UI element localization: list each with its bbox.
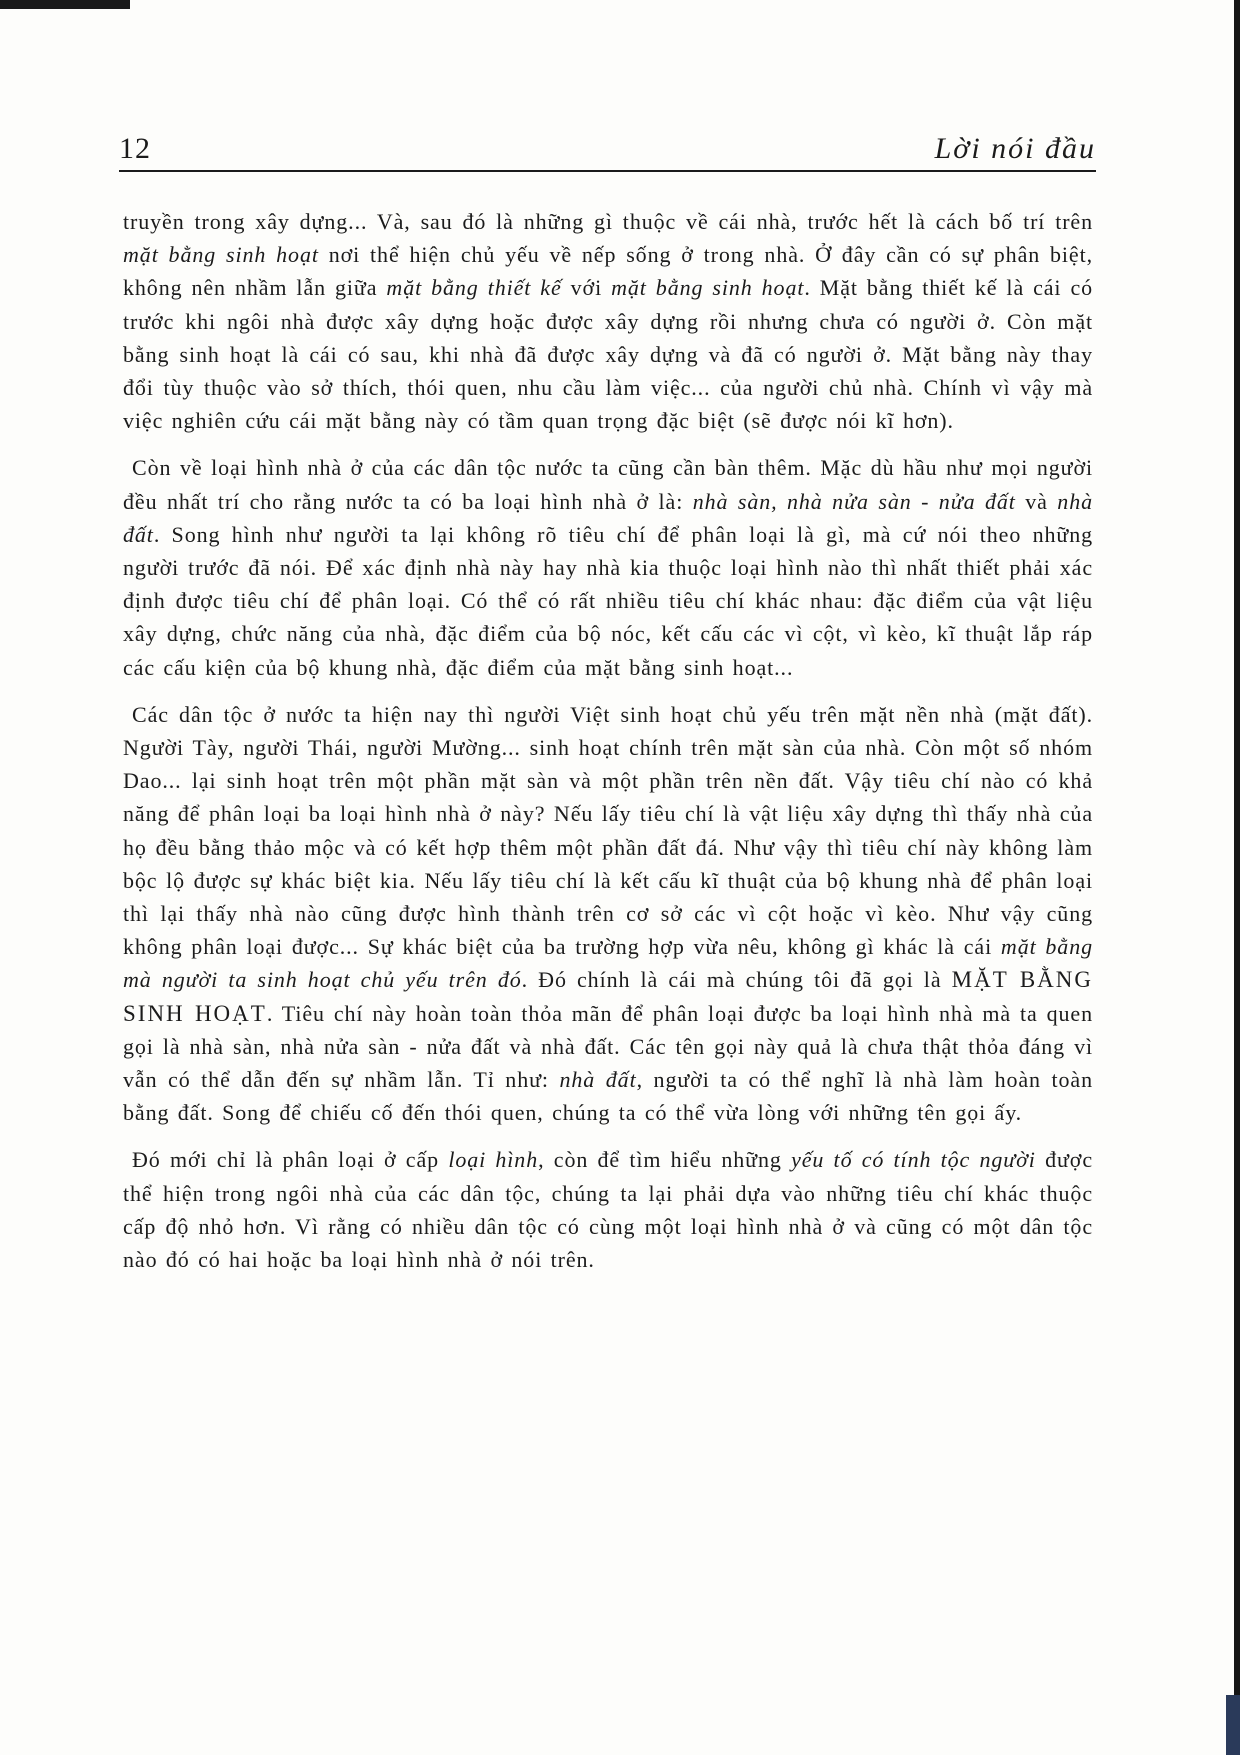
text-run: . Tiêu chí này hoàn toàn thỏa mãn để phân loại được ba loại hình nhà mà ta quen gọi là nhà sàn, nhà nửa sàn - nửa đất và nhà đất. Các tên gọi này quả là chưa thật thỏa đáng vì vẫn có thể dẫn đến sự nhầm lẫn. Tỉ như: xyxy=(123,1000,1093,1093)
body-text xyxy=(123,205,1093,1276)
text-run: truyền trong xây dựng... Và, sau đó là những gì thuộc về cái nhà, trước hết là cách bố trí trên xyxy=(123,209,1093,234)
italic-text: nhà đất xyxy=(559,1067,637,1093)
text-run: Còn về loại hình nhà ở của các dân tộc nước ta cũng cần bàn thêm. Mặc dù hầu như mọi người đều nhất trí cho rằng nước ta có ba loại hình nhà ở là: xyxy=(123,455,1093,514)
running-header xyxy=(119,128,1096,172)
text-run: với xyxy=(561,275,612,301)
italic-text: yếu tố có tính tộc người xyxy=(791,1147,1036,1173)
scan-edge-right xyxy=(1234,0,1240,1755)
text-run: nơi thể hiện chủ yếu về nếp sống ở trong nhà. Ở đây cần có sự phân biệt, không nên nhầm lẫn giữa xyxy=(123,242,1093,301)
italic-text: nhà sàn, nhà nửa sàn - nửa đất xyxy=(692,488,1016,514)
text-run: Các dân tộc ở nước ta hiện nay thì người Việt sinh hoạt chủ yếu trên mặt nền nhà (mặt đất). Người Tày, người Thái, người Mường... sinh hoạt chính trên mặt sàn của nhà. Còn một số nhóm Dao... lại sinh hoạt trên một phần mặt sàn và một phần trên nền đất. Vậy tiêu chí nào có khả năng để phân loại ba loại hình nhà ở này? Nếu lấy tiêu chí là vật liệu xây dựng thì thấy nhà của họ đều bằng thảo mộc và có kết hợp thêm một phần đất đá. Như vậy thì tiêu chí này không làm bộc lộ được sự khác biệt kia. Nếu lấy tiêu chí là kết cấu kĩ thuật của bộ khung nhà để phân loại thì lại thấy nhà nào cũng được hình thành trên cơ sở các vì cột hoặc vì kèo. Như vậy cũng không phân loại được... Sự khác biệt của ba trường hợp vừa nêu, không gì khác là cái xyxy=(123,701,1093,960)
page-number: 12 xyxy=(119,132,151,165)
chapter-title: Lời nói đầu xyxy=(934,132,1096,165)
emphasis-caps-text: MẶT BẰNG SINH HOẠT xyxy=(123,967,1094,1026)
text-run: được thể hiện trong ngôi nhà của các dân tộc, chúng ta lại phải dựa vào những tiêu chí khác thuộc cấp độ nhỏ hơn. Vì rằng có nhiều dân tộc có cùng một loại hình nhà ở và cũng có một dân tộc nào đó có hai hoặc ba loại hình nhà ở nói trên. xyxy=(123,1147,1094,1273)
paragraph xyxy=(123,205,1093,437)
italic-text: mặt bằng mà người ta sinh hoạt chủ yếu trên đó xyxy=(123,934,1094,993)
italic-text: mặt bằng thiết kế xyxy=(386,275,562,301)
text-run: . Song hình như người ta lại không rõ tiêu chí để phân loại là gì, mà cứ nói theo những người trước đã nói. Để xác định nhà này hay nhà kia thuộc loại hình nào thì nhất thiết phải xác định được tiêu chí để phân loại. Có thể có rất nhiều tiêu chí khác nhau: đặc điểm của vật liệu xây dựng, chức năng của nhà, đặc điểm của bộ nóc, kết cấu các vì cột, vì kèo, kĩ thuật lắp ráp các cấu kiện của bộ khung nhà, đặc điểm của mặt bằng sinh hoạt... xyxy=(123,521,1093,680)
text-run: , người ta có thể nghĩ là nhà làm hoàn toàn bằng đất. Song để chiếu cố đến thói quen, chúng ta có thể vừa lòng với những tên gọi ấy. xyxy=(123,1067,1093,1126)
italic-text: mặt bằng sinh hoạt xyxy=(123,242,319,268)
text-run: , còn để tìm hiểu những xyxy=(538,1147,792,1173)
italic-text: loại hình xyxy=(448,1147,539,1173)
italic-text: nhà đất xyxy=(123,488,1093,547)
paragraph xyxy=(123,451,1093,683)
text-run: . Đó chính là cái mà chúng tôi đã gọi là xyxy=(521,967,952,993)
header-rule xyxy=(119,170,1096,172)
text-run: và xyxy=(1015,488,1058,514)
paragraph xyxy=(123,1143,1093,1276)
scan-artifact-corner xyxy=(1226,1695,1240,1755)
text-run: . Mặt bằng thiết kế là cái có trước khi ngôi nhà được xây dựng hoặc được xây dựng rồi nhưng chưa có người ở. Còn mặt bằng sinh hoạt là cái có sau, khi nhà đã được xây dựng và đã có người ở. Mặt bằng này thay đổi tùy thuộc vào sở thích, thói quen, nhu cầu làm việc... của người chủ nhà. Chính vì vậy mà việc nghiên cứu cái mặt bằng này có tầm quan trọng đặc biệt (sẽ được nói kĩ hơn). xyxy=(123,275,1094,434)
paragraph xyxy=(123,698,1093,1130)
scan-artifact-top xyxy=(0,0,130,9)
text-run: Đó mới chỉ là phân loại ở cấp xyxy=(132,1147,449,1173)
italic-text: mặt bằng sinh hoạt xyxy=(611,275,805,301)
